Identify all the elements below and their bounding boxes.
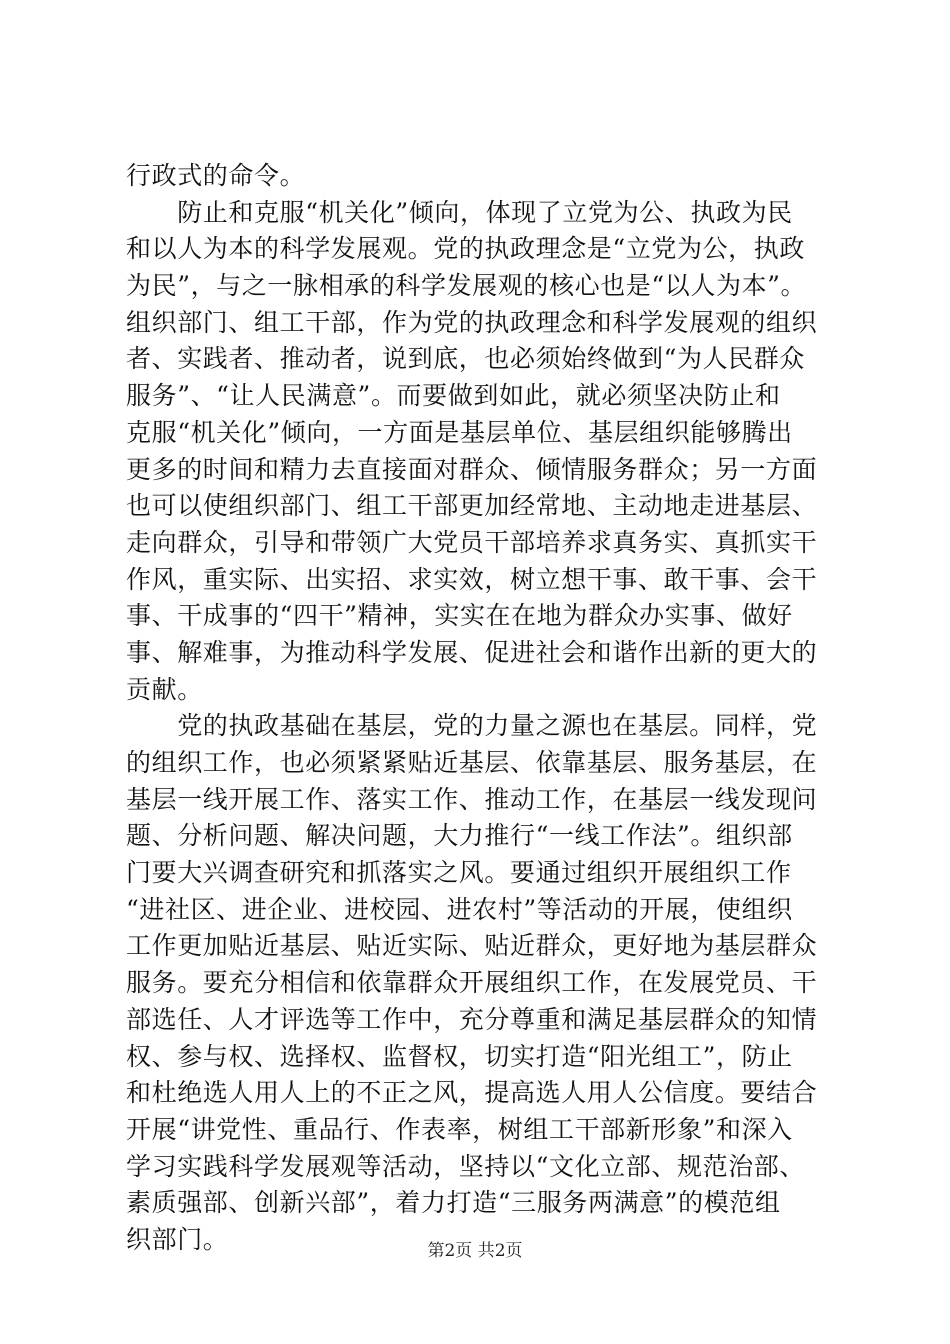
text-line: 织部门。 bbox=[126, 1224, 229, 1254]
text-line: 部选任、人才评选等工作中，充分尊重和满足基层群众的知情 bbox=[126, 1004, 818, 1034]
text-line: 服务。要充分相信和依靠群众开展组织工作，在发展党员、干 bbox=[126, 968, 818, 998]
text-line: “进社区、进企业、进校园、进农村”等活动的开展，使组织 bbox=[126, 894, 793, 924]
text-line: 党的执政基础在基层，党的力量之源也在基层。同样，党 bbox=[126, 711, 818, 741]
text-line: 组织部门、组工干部，作为党的执政理念和科学发展观的组织 bbox=[126, 307, 818, 337]
text-line: 为民”，与之一脉相承的科学发展观的核心也是“以人为本”。 bbox=[126, 271, 807, 301]
text-line: 基层一线开展工作、落实工作、推动工作，在基层一线发现问 bbox=[126, 784, 818, 814]
text-line: 门要大兴调查研究和抓落实之风。要通过组织开展组织工作 bbox=[126, 858, 792, 888]
text-line: 权、参与权、选择权、监督权，切实打造“阳光组工”，防止 bbox=[126, 1041, 793, 1071]
text-line: 学习实践科学发展观等活动，坚持以“文化立部、规范治部、 bbox=[126, 1151, 805, 1181]
text-line: 走向群众，引导和带领广大党员干部培养求真务实、真抓实干 bbox=[126, 527, 818, 557]
text-line: 也可以使组织部门、组工干部更加经常地、主动地走进基层、 bbox=[126, 491, 818, 521]
text-line: 行政式的命令。 bbox=[126, 161, 306, 190]
text-line: 更多的时间和精力去直接面对群众、倾情服务群众；另一方面 bbox=[126, 454, 818, 484]
text-line: 防止和克服“机关化”倾向，体现了立党为公、执政为民 bbox=[126, 197, 793, 227]
text-line: 克服“机关化”倾向，一方面是基层单位、基层组织能够腾出 bbox=[126, 417, 793, 447]
body-text bbox=[126, 158, 826, 1259]
text-line: 的组织工作，也必须紧紧贴近基层、依靠基层、服务基层，在 bbox=[126, 748, 818, 777]
text-line: 贡献。 bbox=[126, 674, 203, 704]
text-line: 素质强部、创新兴部”，着力打造“三服务两满意”的模范组 bbox=[126, 1188, 781, 1218]
text-line: 和杜绝选人用人上的不正之风，提高选人用人公信度。要结合 bbox=[126, 1078, 818, 1108]
text-line: 事、解难事，为推动科学发展、促进社会和谐作出新的更大的 bbox=[126, 637, 818, 667]
text-line: 题、分析问题、解决问题，大力推行“一线工作法”。组织部 bbox=[126, 821, 793, 851]
text-line: 者、实践者、推动者，说到底，也必须始终做到“为人民群众 bbox=[126, 344, 805, 374]
text-line: 服务”、“让人民满意”。而要做到如此，就必须坚决防止和 bbox=[126, 381, 781, 411]
text-line: 事、干成事的“四干”精神，实实在在地为群众办实事、做好 bbox=[126, 601, 793, 631]
text-line: 和以人为本的科学发展观。党的执政理念是“立党为公，执政 bbox=[126, 234, 805, 264]
page-footer: 第2页 共2页 bbox=[427, 1241, 523, 1261]
text-line: 工作更加贴近基层、贴近实际、贴近群众，更好地为基层群众 bbox=[126, 931, 818, 961]
text-line: 作风，重实际、出实招、求实效，树立想干事、敢干事、会干 bbox=[126, 564, 818, 594]
text-line: 开展“讲党性、重品行、作表率，树组工干部新形象”和深入 bbox=[126, 1114, 793, 1144]
